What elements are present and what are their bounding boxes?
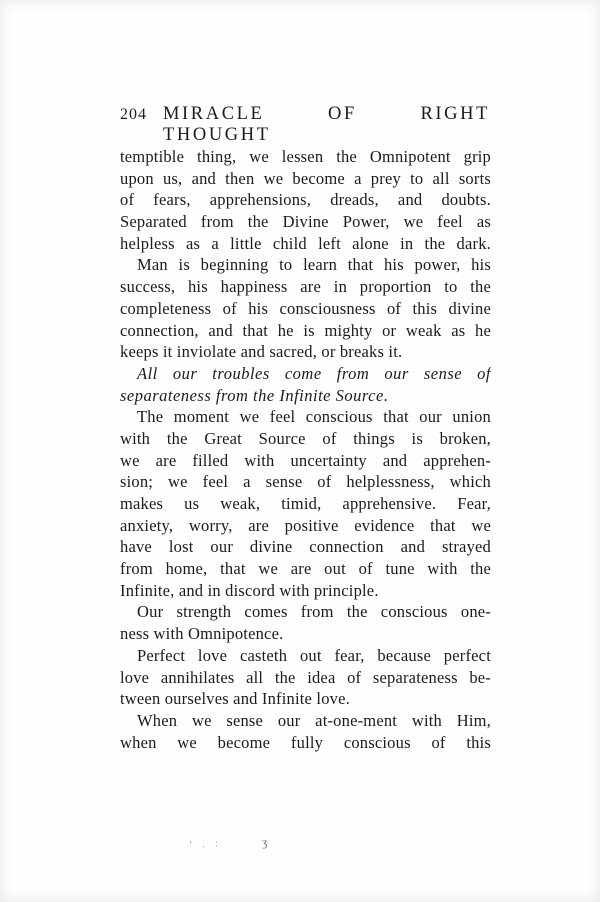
text-line: When we sense our at-one-ment with Him, [137, 710, 491, 730]
running-head [120, 104, 490, 146]
smudge-mark-left: ’ . : [188, 837, 223, 852]
smudge-mark-right: ʒ [262, 835, 268, 849]
text-line: when we become fully conscious of this [120, 732, 491, 752]
text-line: Separated from the Divine Power, we feel as [120, 212, 491, 232]
text-line: have lost our divine connection and strayed [120, 537, 491, 557]
text-line: makes us weak, timid, apprehensive. Fear, [120, 494, 491, 513]
text-line: The moment we feel conscious that our union [137, 407, 491, 427]
text-line: Man is beginning to learn that his power, his [137, 255, 491, 275]
text-line: from home, that we are out of tune with the [120, 559, 491, 579]
chapter-title: MIRACLE OF RIGHT THOUGHT [163, 104, 490, 145]
text-line: tween ourselves and Infinite love. [120, 689, 350, 709]
text-line: temptible thing, we lessen the Omnipotent grip [120, 147, 491, 166]
text-line: separateness from the Infinite Source. [120, 385, 389, 405]
text-line: All our troubles come from our sense of [137, 363, 491, 383]
text-line: helpless as a little child left alone in the dark. [120, 233, 491, 253]
text-line: keeps it inviolate and sacred, or breaks it. [120, 342, 403, 362]
text-line: we are filled with uncertainty and apprehen- [120, 450, 491, 470]
text-line: of fears, apprehensions, dreads, and doubts. [120, 190, 491, 210]
text-line: connection, and that he is mighty or weak as he [120, 320, 491, 340]
text-line: Perfect love casteth out fear, because perfect [137, 645, 491, 665]
page-number: 204 [120, 106, 147, 123]
text-line: sion; we feel a sense of helplessness, which [120, 472, 491, 492]
text-line: upon us, and then we become a prey to all sorts [120, 168, 491, 188]
text-line: ness with Omnipotence. [120, 624, 284, 644]
text-line: love annihilates all the idea of separateness be- [120, 667, 491, 687]
text-line: with the Great Source of things is broken, [120, 428, 491, 448]
text-line: anxiety, worry, are positive evidence that we [120, 515, 491, 535]
text-line: completeness of his consciousness of this divine [120, 298, 491, 318]
text-lines [120, 146, 491, 753]
text-line: success, his happiness are in proportion to the [120, 277, 491, 297]
text-line: Infinite, and in discord with principle. [120, 580, 379, 600]
text-line: Our strength comes from the conscious one- [137, 602, 491, 622]
